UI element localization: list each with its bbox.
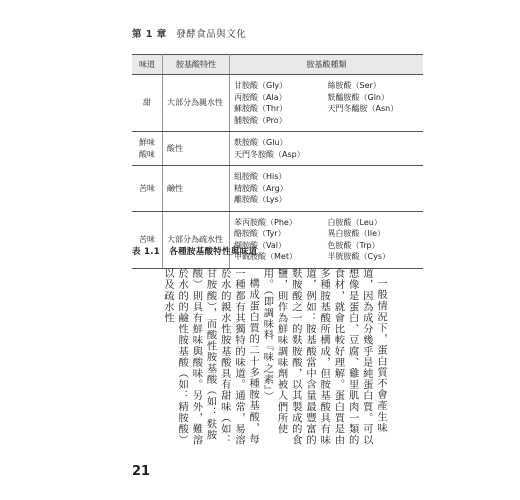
table-row xyxy=(132,211,423,268)
table-header-row xyxy=(132,55,423,75)
amino-acid: 精胺酸（Arg） xyxy=(234,183,288,193)
property-cell: 鹼性 xyxy=(163,166,230,212)
table-row xyxy=(132,75,423,132)
amino-acid: 半胱胺酸（Cys） xyxy=(327,252,390,261)
amino-acid xyxy=(328,194,420,206)
property-cell: 酸性 xyxy=(163,132,230,166)
amino-acid xyxy=(328,171,420,183)
amino-acid: 甘胺酸（Gly） xyxy=(234,81,288,90)
amino-acid-table xyxy=(132,54,423,269)
vertical-body-text xyxy=(151,268,388,448)
amino-acid xyxy=(328,115,420,127)
amino-acid: 絲胺酸（Ser） xyxy=(327,81,381,90)
header-amino-acids: 胺基酸種類 xyxy=(230,55,424,75)
amino-acid xyxy=(328,149,420,161)
property-cell: 大部分為親水性 xyxy=(163,75,230,132)
amino-acids-cell xyxy=(230,166,424,212)
amino-acid: 苯丙胺酸（Phe） xyxy=(234,217,297,227)
amino-acid: 異白胺酸（Ile） xyxy=(327,229,386,238)
taste-cell: 苦味 xyxy=(132,211,163,268)
header-property: 胺基酸特性 xyxy=(163,55,230,75)
chapter-title: 發酵食品與文化 xyxy=(176,29,247,40)
amino-acids-cell xyxy=(230,75,424,132)
table-row xyxy=(132,166,423,212)
amino-acid: 組胺酸（His） xyxy=(234,172,287,181)
amino-acid: 蘇胺酸（Thr） xyxy=(234,104,288,113)
amino-acid: 甲硫胺酸（Met） xyxy=(234,252,297,261)
amino-acid: 天門冬醯胺（Asn） xyxy=(327,104,399,113)
amino-acids-cell xyxy=(230,211,424,268)
header-taste: 味道 xyxy=(132,55,163,75)
caption-label: 表 1.1 xyxy=(132,247,161,257)
taste-cell: 苦味 xyxy=(132,166,163,212)
paragraph-1: 一般情況下，蛋白質不會產生味道，因為成分幾乎是純蛋白質。可以想像是蛋白、豆腐、雞里肌肉一類的食材，就會比較好理解。蛋白質是由多種胺基酸所構成，但胺基酸具有味道，例如：胺基酸當中含量最豐富的麩胺酸之一的麩胺酸，以其製成的食鹽，則作為鮮味調味劑被人們所使用。（即調味料『味之素』） xyxy=(261,268,387,446)
amino-acid: 脯胺酸（Pro） xyxy=(234,115,287,125)
running-header xyxy=(132,26,246,40)
table-row xyxy=(132,132,423,166)
amino-acid: 丙胺酸（Ala） xyxy=(234,92,287,102)
amino-acid: 纈胺酸（Val） xyxy=(234,240,286,250)
amino-acids-cell xyxy=(230,132,424,166)
amino-acid: 色胺酸（Trp） xyxy=(327,240,380,250)
taste-cell: 鮮味 酸味 xyxy=(132,132,163,166)
amino-acid xyxy=(328,137,420,149)
amino-acid: 白胺酸（Leu） xyxy=(327,217,382,227)
chapter-number: 第 1 章 xyxy=(132,29,167,40)
amino-acid: 天門冬胺酸（Asp） xyxy=(234,149,305,159)
table-caption xyxy=(132,245,257,257)
amino-acid: 酪胺酸（Tyr） xyxy=(234,229,286,238)
amino-acid: 離胺酸（Lys） xyxy=(234,195,287,204)
page-number: 21 xyxy=(132,464,151,479)
amino-acid: 麩醯胺酸（Gln） xyxy=(327,92,389,102)
paragraph-2: 構成蛋白質的二十多種胺基酸，每一種都有其獨特的味道。通常，易溶於水的親水性胺基酸具有甜味（如：甘胺酸），而酸性胺基酸（如：麩胺酸）則具有鮮味與酸味。另外，難溶於水的的鹼性胺基酸（如：精胺酸）以及疏水性 xyxy=(161,268,260,446)
property-cell: 大部分為疏水性 xyxy=(163,211,230,268)
taste-cell: 甜 xyxy=(132,75,163,132)
amino-acid: 麩胺酸（Glu） xyxy=(234,138,288,147)
amino-acid xyxy=(328,183,420,195)
caption-text: 各種胺基酸特性與味道 xyxy=(169,247,258,257)
